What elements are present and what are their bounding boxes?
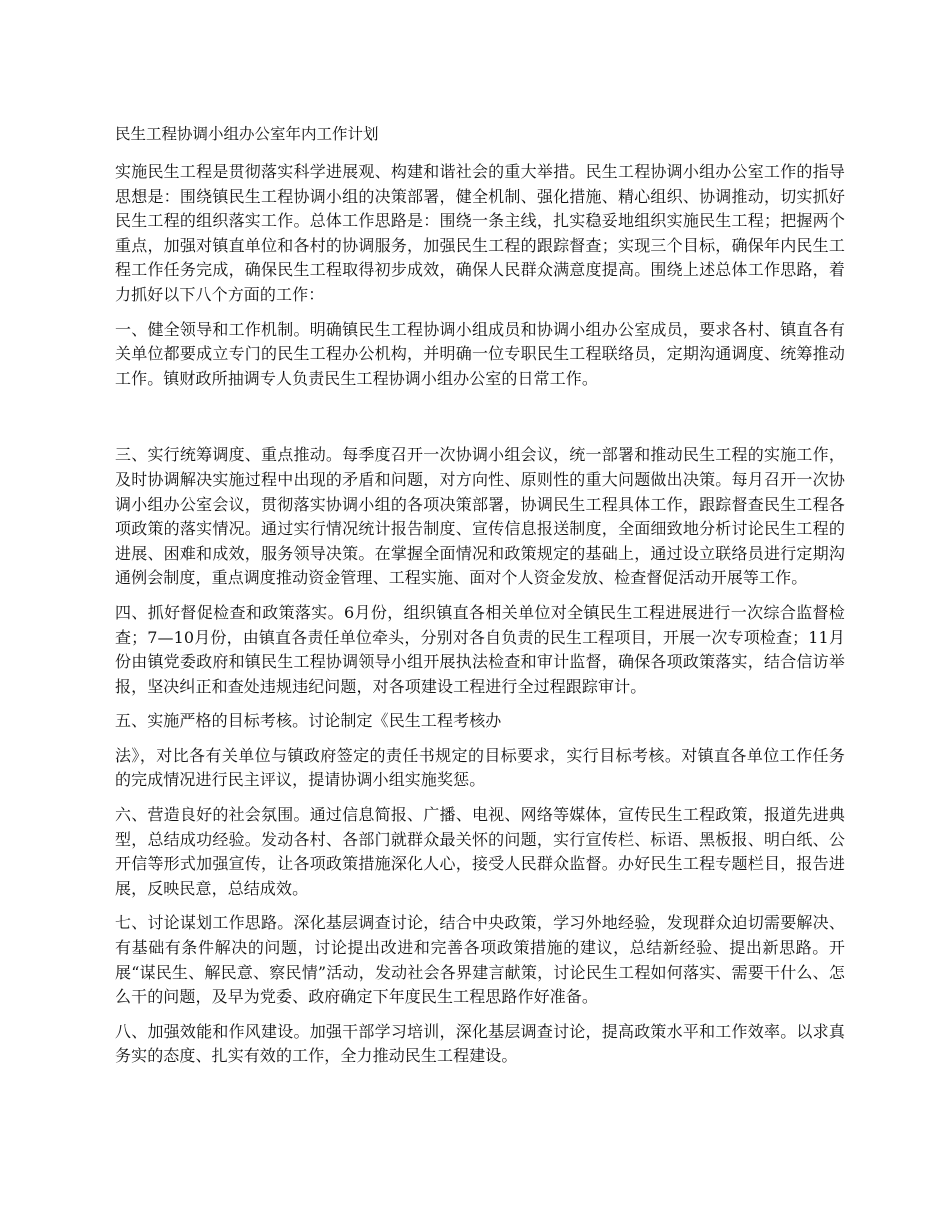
paragraph-section-1: 一、健全领导和工作机制。明确镇民生工程协调小组成员和协调小组办公室成员，要求各村、镇直各有关单位都要成立专门的民生工程办公机构，并明确一位专职民生工程联络员，定期沟通调度、统筹推动工作。镇财政所抽调专人负责民生工程协调小组办公室的日常工作。 xyxy=(115,319,845,388)
paragraph-section-7: 七、讨论谋划工作思路。深化基层调查讨论，结合中央政策，学习外地经验，发现群众迫切需要解决、有基础有条件解决的问题，讨论提出改进和完善各项政策措施的建议，总结新经验、提出新思路。开展“谋民生、解民意、察民情”活动，发动社会各界建言献策，讨论民生工程如何落实、需要干什么、怎么干的问题，及早为党委、政府确定下年度民生工程思路作好准备。 xyxy=(115,913,845,1007)
document-title: 民生工程协调小组办公室年内工作计划 xyxy=(115,125,379,143)
paragraph-section-8: 八、加强效能和作风建设。加强干部学习培训，深化基层调查讨论，提高政策水平和工作效率。以求真务实的态度、扎实有效的工作，全力推动民生工程建设。 xyxy=(115,1021,845,1066)
document-page xyxy=(115,122,845,1079)
paragraph-section-5-cont: 法》，对比各有关单位与镇政府签定的责任书规定的目标要求，实行目标考核。对镇直各单位工作任务的完成情况进行民主评议，提请协调小组实施奖惩。 xyxy=(115,745,845,790)
paragraph-intro: 实施民生工程是贯彻落实科学进展观、构建和谐社会的重大举措。民生工程协调小组办公室工作的指导思想是：围绕镇民生工程协调小组的决策部署，健全机制、强化措施、精心组织、协调推动，切实抓好民生工程的组织落实工作。总体工作思路是：围绕一条主线，扎实稳妥地组织实施民生工程；把握两个重点，加强对镇直单位和各村的协调服务，加强民生工程的跟踪督查；实现三个目标，确保年内民生工程工作任务完成，确保民生工程取得初步成效，确保人民群众满意度提高。围绕上述总体工作思路，着力抓好以下八个方面的工作： xyxy=(115,162,845,304)
paragraph-section-5-start: 五、实施严格的目标考核。讨论制定《民生工程考核办 xyxy=(115,711,502,731)
blank-gap xyxy=(115,401,845,443)
paragraph-section-4: 四、抓好督促检查和政策落实。6月份，组织镇直各相关单位对全镇民生工程进展进行一次综合监督检查；7—10月份，由镇直各责任单位牵头，分别对各自负责的民生工程项目，开展一次专项检查；11月份由镇党委政府和镇民生工程协调领导小组开展执法检查和审计监督，确保各项政策落实，结合信访举报，坚决纠正和查处违规违纪问题，对各项建设工程进行全过程跟踪审计。 xyxy=(115,602,845,696)
paragraph-section-3: 三、实行统筹调度、重点推动。每季度召开一次协调小组会议，统一部署和推动民生工程的实施工作，及时协调解决实施过程中出现的矛盾和问题，对方向性、原则性的重大问题做出决策。每月召开一次协调小组办公室会议，贯彻落实协调小组的各项决策部署，协调民生工程具体工作，跟踪督查民生工程各项政策的落实情况。通过实行情况统计报告制度、宣传信息报送制度，全面细致地分析讨论民生工程的进展、困难和成效，服务领导决策。在掌握全面情况和政策规定的基础上，通过设立联络员进行定期沟通例会制度，重点调度推动资金管理、工程实施、面对个人资金发放、检查督促活动开展等工作。 xyxy=(115,445,845,588)
paragraph-section-6: 六、营造良好的社会氛围。通过信息简报、广播、电视、网络等媒体，宣传民生工程政策，报道先进典型，总结成功经验。发动各村、各部门就群众最关怀的问题，实行宣传栏、标语、黑板报、明白纸、公开信等形式加强宣传，让各项政策措施深化人心，接受人民群众监督。办好民生工程专题栏目，报告进展，反映民意，总结成效。 xyxy=(115,805,845,898)
